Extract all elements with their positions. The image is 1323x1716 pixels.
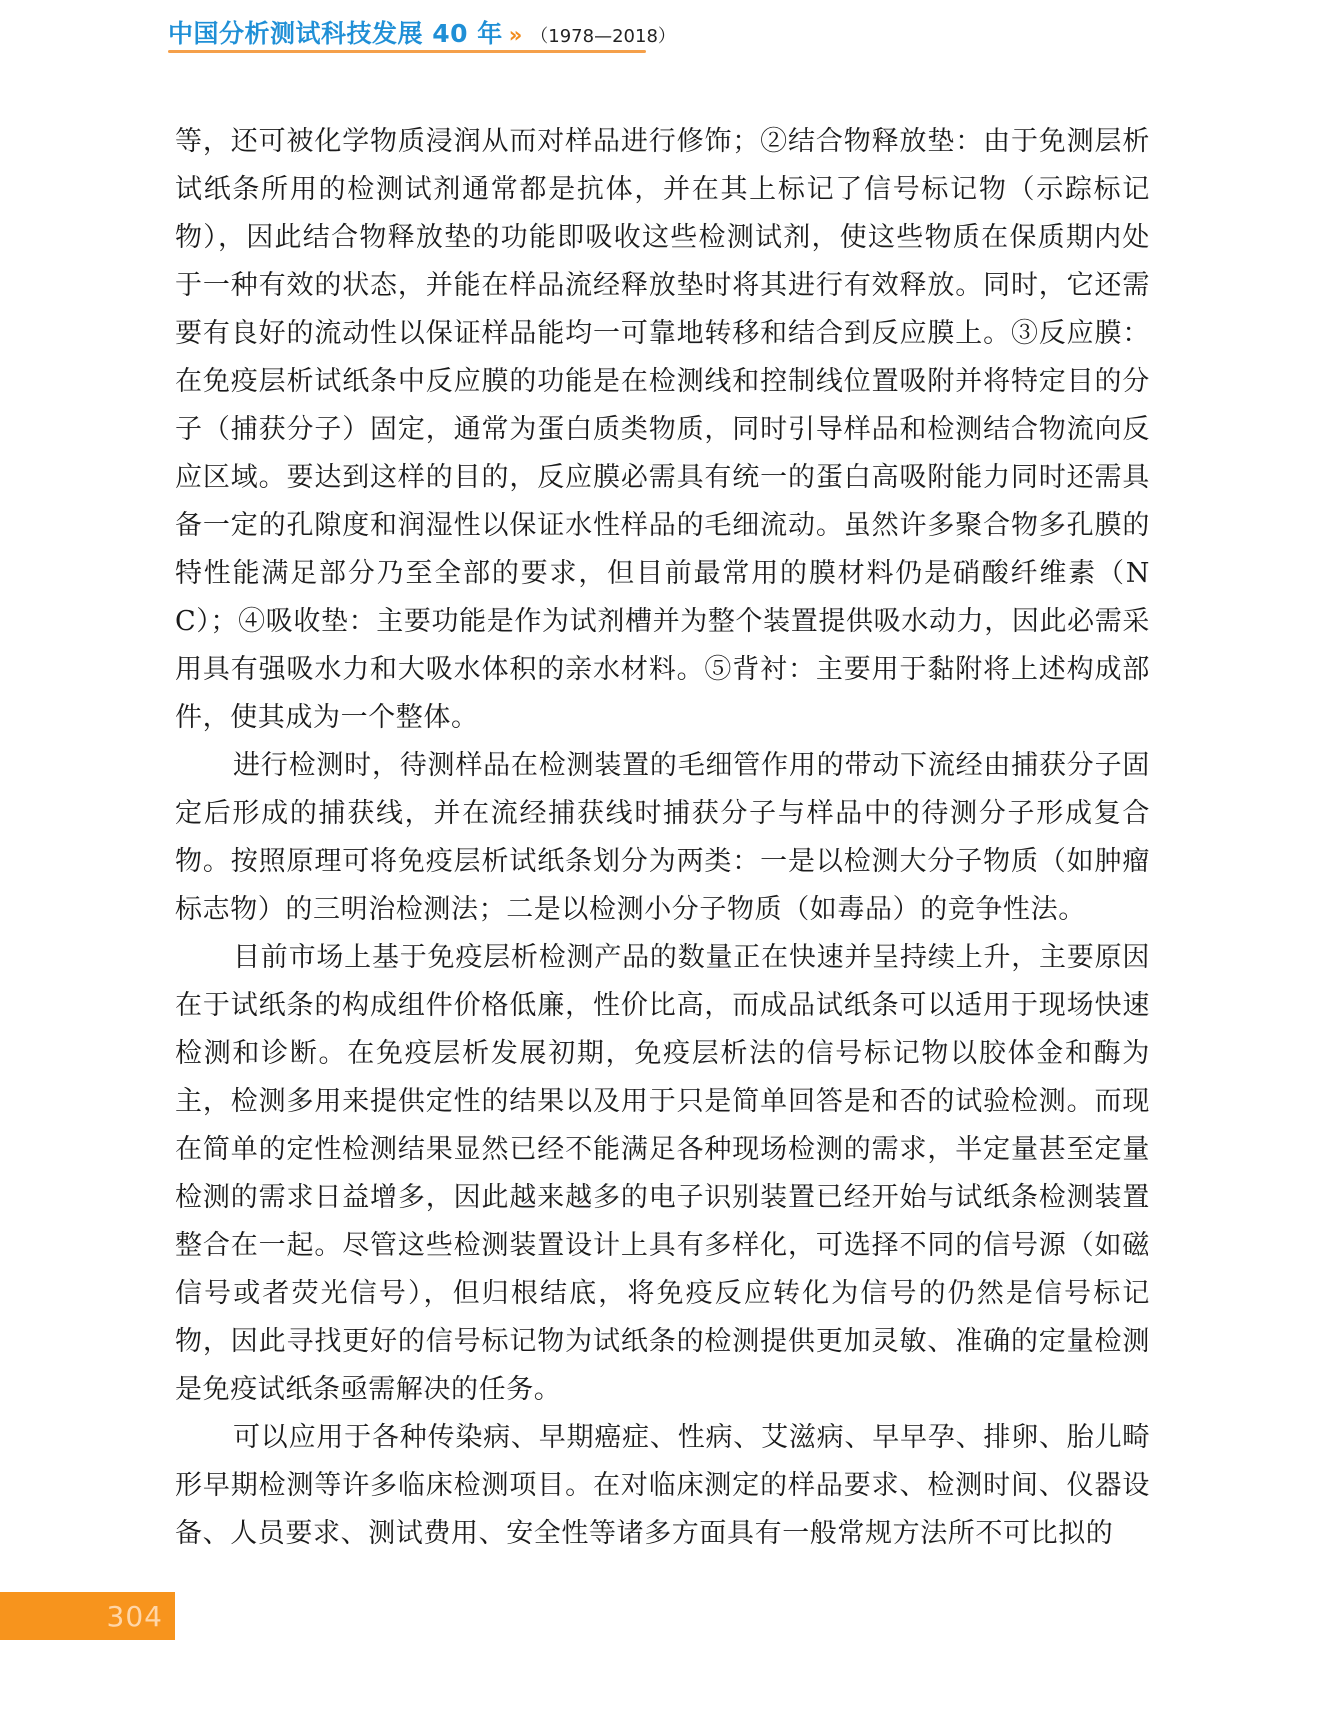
paragraph: 进行检测时，待测样品在检测装置的毛细管作用的带动下流经由捕获分子固定后形成的捕获线，并在流经捕获线时捕获分子与样品中的待测分子形成复合物。按照原理可将免疫层析试纸条划分为两类：一是以检测大分子物质（如肿瘤标志物）的三明治检测法；二是以检测小分子物质（如毒品）的竞争性法。	[175, 750, 1150, 925]
body-text	[175, 118, 1150, 1558]
double-chevron-icon: »	[508, 23, 523, 47]
paragraph: 等，还可被化学物质浸润从而对样品进行修饰；②结合物释放垫：由于免测层析试纸条所用的检测试剂通常都是抗体，并在其上标记了信号标记物（示踪标记物），因此结合物释放垫的功能即吸收这些检测试剂，使这些物质在保质期内处于一种有效的状态，并能在样品流经释放垫时将其进行有效释放。同时，它还需要有良好的流动性以保证样品能均一可靠地转移和结合到反应膜上。③反应膜：在免疫层析试纸条中反应膜的功能是在检测线和控制线位置吸附并将特定目的分子（捕获分子）固定，通常为蛋白质类物质，同时引导样品和检测结合物流向反应区域。要达到这样的目的，反应膜必需具有统一的蛋白高吸附能力同时还需具备一定的孔隙度和润湿性以保证水性样品的毛细流动。虽然许多聚合物多孔膜的特性能满足部分乃至全部的要求，但目前最常用的膜材料仍是硝酸纤维素（NC）；④吸收垫：主要功能是作为试剂槽并为整个装置提供吸水动力，因此必需采用具有强吸水力和大吸水体积的亲水材料。⑤背衬：主要用于黏附将上述构成部件，使其成为一个整体。	[175, 126, 1150, 733]
page-number-tab	[0, 1592, 175, 1640]
paragraph: 可以应用于各种传染病、早期癌症、性病、艾滋病、早早孕、排卵、胎儿畸形早期检测等许多临床检测项目。在对临床测定的样品要求、检测时间、仪器设备、人员要求、测试费用、安全性等诸多方面具有一般常规方法所不可比拟的	[175, 1422, 1150, 1549]
header-rule	[168, 50, 646, 53]
year-range: （1978—2018）	[530, 26, 676, 47]
page-number: 304	[106, 1599, 163, 1633]
book-title: 中国分析测试科技发展 40 年	[168, 19, 503, 48]
paragraph: 目前市场上基于免疫层析检测产品的数量正在快速并呈持续上升，主要原因在于试纸条的构成组件价格低廉，性价比高，而成品试纸条可以适用于现场快速检测和诊断。在免疫层析发展初期，免疫层析法的信号标记物以胶体金和酶为主，检测多用来提供定性的结果以及用于只是简单回答是和否的试验检测。而现在简单的定性检测结果显然已经不能满足各种现场检测的需求，半定量甚至定量检测的需求日益增多，因此越来越多的电子识别装置已经开始与试纸条检测装置整合在一起。尽管这些检测装置设计上具有多样化，可选择不同的信号源（如磁信号或者荧光信号），但归根结底，将免疫反应转化为信号的仍然是信号标记物，因此寻找更好的信号标记物为试纸条的检测提供更加灵敏、准确的定量检测是免疫试纸条亟需解决的任务。	[175, 942, 1150, 1405]
running-header	[168, 14, 676, 48]
